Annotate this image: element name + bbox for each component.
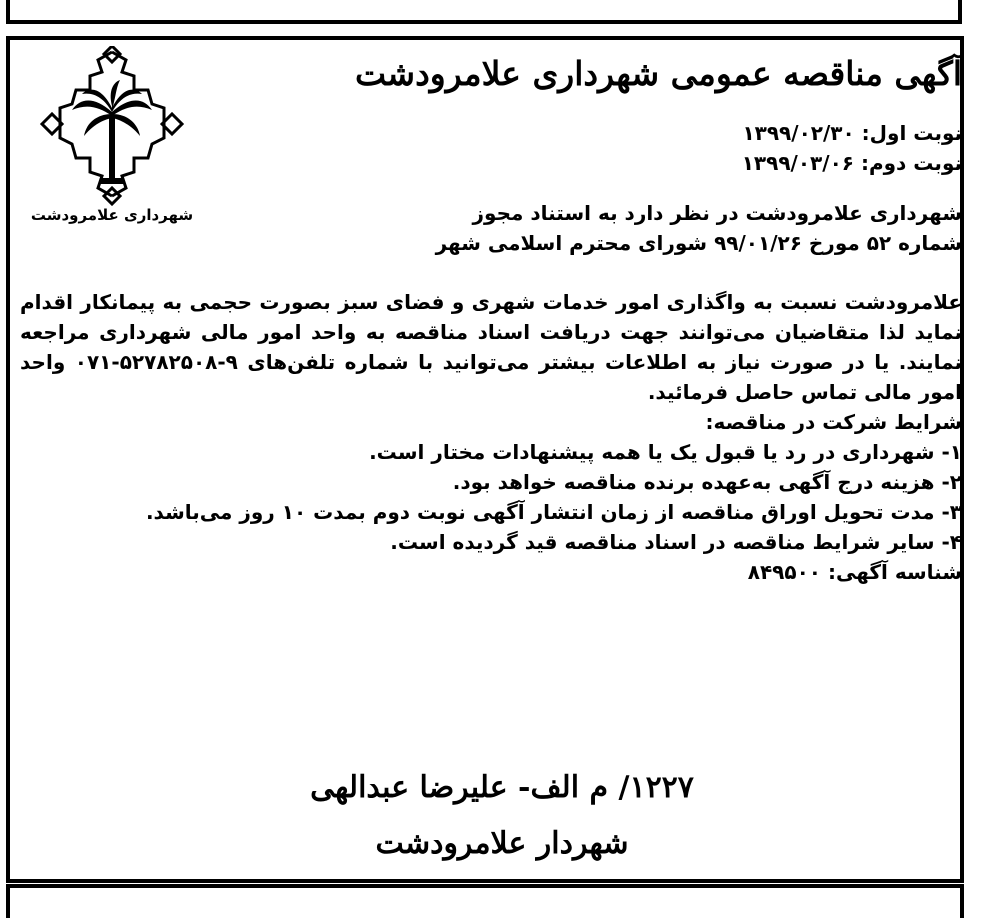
palm-tree-emblem-icon xyxy=(24,46,200,206)
intro-line-2: شماره ۵۲ مورخ ۹۹/۰۱/۲۶ شورای محترم اسلامی شهر xyxy=(435,231,962,255)
intro-line-1: شهرداری علامرودشت در نظر دارد به استناد مجوز xyxy=(472,201,962,225)
publication-rounds xyxy=(662,118,962,178)
signature-title: شهردار علامرودشت xyxy=(375,826,629,861)
conditions-title: شرایط شرکت در مناقصه: xyxy=(705,410,962,434)
condition-item: ۳- مدت تحویل اوراق مناقصه از زمان انتشار آگهی نوبت دوم بمدت ۱۰ روز می‌باشد. xyxy=(145,500,962,524)
ad-id: شناسه آگهی: ۸۴۹۵۰۰ xyxy=(747,560,962,584)
condition-item: ۱- شهرداری در رد یا قبول یک یا همه پیشنهادات مختار است. xyxy=(369,440,962,464)
logo-caption: شهرداری علامرودشت xyxy=(30,206,194,224)
ad-body xyxy=(20,287,962,587)
condition-item: ۴- سایر شرایط مناقصه در اسناد مناقصه قید گردیده است. xyxy=(390,530,962,554)
previous-ad-frame xyxy=(6,0,962,24)
signature-line: ۱۲۲۷/ م الف- علیرضا عبدالهی xyxy=(310,770,694,805)
next-ad-frame xyxy=(6,884,964,918)
intro-text xyxy=(262,198,962,258)
ad-title: آگهی مناقصه عمومی شهرداری علامرودشت xyxy=(355,54,962,93)
condition-item: ۲- هزینه درج آگهی به‌عهده برنده مناقصه خواهد بود. xyxy=(452,470,962,494)
round-first: نوبت اول: ۱۳۹۹/۰۲/۳۰ xyxy=(742,121,962,145)
body-paragraph: علامرودشت نسبت به واگذاری امور خدمات شهری و فضای سبز بصورت حجمی به پیمانکار اقدام نماید لذا متقاضیان می‌توانند جهت دریافت اسناد مناقصه به واحد امور مالی شهرداری مراجعه نمایند. یا در صورت نیاز به اطلاعات بیشتر می‌توانید با شماره تلفن‌های ۹-۵۲۷۸۲۵۰۸-۰۷۱ واحد امور مالی تماس حاصل فرمائید. xyxy=(20,290,962,404)
municipality-logo xyxy=(12,46,212,236)
round-second: نوبت دوم: ۱۳۹۹/۰۳/۰۶ xyxy=(741,151,962,175)
